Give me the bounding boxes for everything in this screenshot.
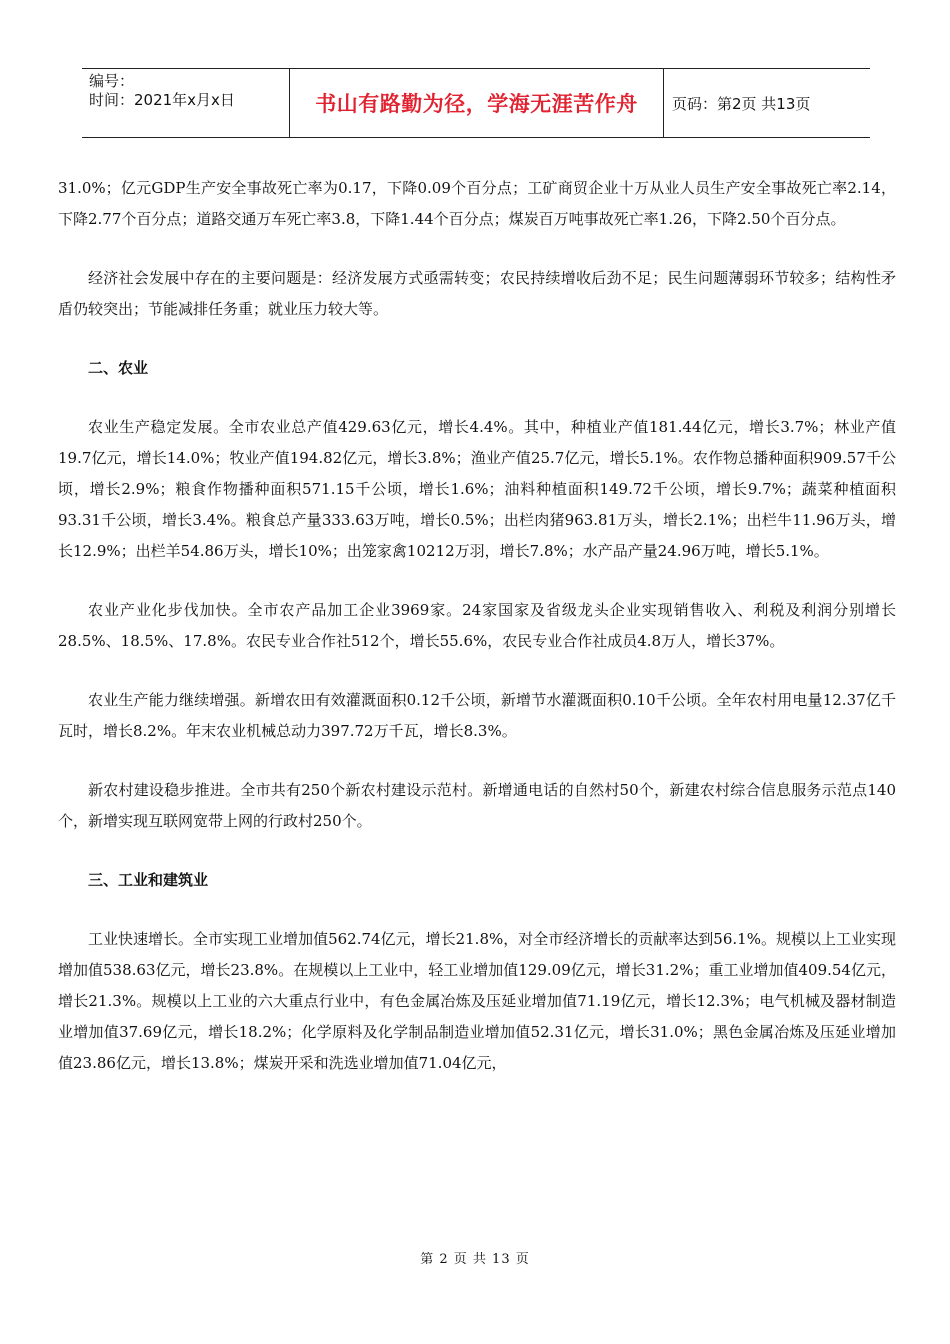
paragraph-safety-continued: 31.0%；亿元GDP生产安全事故死亡率为0.17，下降0.09个百分点；工矿商贸企业十万从业人员生产安全事故死亡率2.14，下降2.77个百分点；道路交通万车死亡率3.8，下降1.44个百分点；煤炭百万吨事故死亡率1.26，下降2.50个百分点。 (58, 179, 896, 228)
motto-text: 书山有路勤为径，学海无涯苦作舟 (315, 92, 638, 116)
paragraph-agriculture-industrialization: 农业产业化步伐加快。全市农产品加工企业3969家。24家国家及省级龙头企业实现销售收入、利税及利润分别增长28.5%、18.5%、17.8%。农民专业合作社512个，增长55.6%，农民专业合作社成员4.8万人，增长37%。 (58, 601, 896, 650)
paragraph-agriculture-production: 农业生产稳定发展。全市农业总产值429.63亿元，增长4.4%。其中，种植业产值181.44亿元，增长3.7%；林业产值19.7亿元，增长14.0%；牧业产值194.82亿元，增长3.8%；渔业产值25.7亿元，增长5.1%。农作物总播种面积909.57千公顷，增长2.9%；粮食作物播种面积571.15千公顷，增长1.6%；油料种植面积149.72千公顷，增长9.7%；蔬菜种植面积93.31千公顷，增长3.4%。粮食总产量333.63万吨，增长0.5%；出栏肉猪963.81万头，增长2.1%；出栏牛11.96万头，增长12.9%；出栏羊54.86万头，增长10%；出笼家禽10212万羽，增长7.8%；水产品产量24.96万吨，增长5.1%。 (58, 418, 896, 560)
page-footer (0, 1248, 950, 1267)
header-page-info (664, 69, 870, 137)
code-label: 编号： (89, 72, 135, 90)
page-info-text: 页码：第2页 共13页 (672, 94, 811, 113)
header-motto (290, 69, 664, 137)
document-body (58, 173, 896, 1079)
section-heading-agriculture: 二、农业 (88, 359, 149, 377)
page-header (82, 68, 870, 138)
paragraph-main-problems: 经济社会发展中存在的主要问题是：经济发展方式亟需转变；农民持续增收后劲不足；民生问题薄弱环节较多；结构性矛盾仍较突出；节能减排任务重；就业压力较大等。 (58, 269, 896, 318)
time-label: 时间：2021年x月x日 (89, 91, 235, 109)
footer-page-number: 第 2 页 共 13 页 (420, 1252, 530, 1267)
section-heading-industry: 三、工业和建筑业 (88, 871, 209, 889)
header-meta (82, 69, 290, 137)
paragraph-new-countryside: 新农村建设稳步推进。全市共有250个新农村建设示范村。新增通电话的自然村50个，新建农村综合信息服务示范点140个，新增实现互联网宽带上网的行政村250个。 (58, 781, 896, 830)
paragraph-industry-growth: 工业快速增长。全市实现工业增加值562.74亿元，增长21.8%，对全市经济增长的贡献率达到56.1%。规模以上工业实现增加值538.63亿元，增长23.8%。在规模以上工业中，轻工业增加值129.09亿元，增长31.2%；重工业增加值409.54亿元，增长21.3%。规模以上工业的六大重点行业中，有色金属冶炼及压延业增加值71.19亿元，增长12.3%；电气机械及器材制造业增加值37.69亿元，增长18.2%；化学原料及化学制品制造业增加值52.31亿元，增长31.0%；黑色金属冶炼及压延业增加值23.86亿元，增长13.8%；煤炭开采和洗选业增加值71.04亿元， (58, 930, 896, 1072)
paragraph-agriculture-capacity: 农业生产能力继续增强。新增农田有效灌溉面积0.12千公顷，新增节水灌溉面积0.10千公顷。全年农村用电量12.37亿千瓦时，增长8.2%。年末农业机械总动力397.72万千瓦，增长8.3%。 (58, 691, 896, 740)
